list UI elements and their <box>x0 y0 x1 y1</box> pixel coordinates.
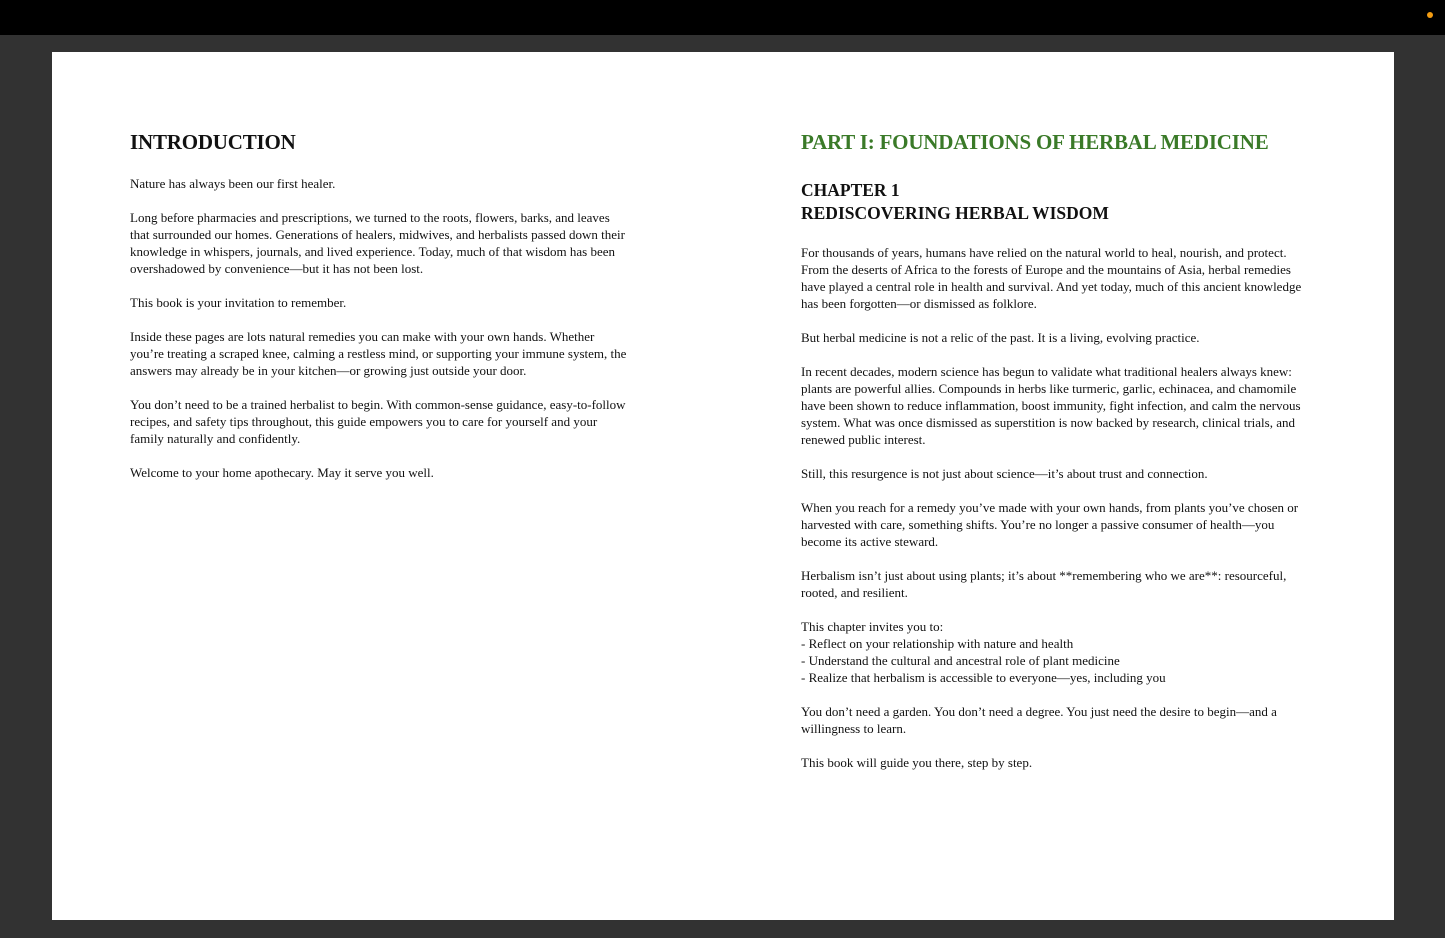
paragraph: When you reach for a remedy you’ve made with your own hands, from plants you’ve chosen or harvested with care, something shifts. You’re no longer a passive consumer of health—you become its active steward. <box>801 500 1299 549</box>
paragraph: This book is your invitation to remember. <box>130 295 347 310</box>
recording-indicator-icon <box>1427 12 1433 18</box>
paragraph: You don’t need a garden. You don’t need a degree. You just need the desire to begin—and a willingness to learn. <box>801 704 1277 736</box>
part-heading: PART I: FOUNDATIONS OF HERBAL MEDICINE <box>801 130 1269 154</box>
paragraph: Inside these pages are lots natural remedies you can make with your own hands. Whether you’re treating a scraped knee, calming a restless mind, or supporting your immune system, the answers may already be in your kitchen—or growing just outside your door. <box>130 329 627 378</box>
left-page <box>130 52 630 481</box>
paragraph: Still, this resurgence is not just about science—it’s about trust and connection. <box>801 466 1208 481</box>
book-spread <box>52 52 1394 920</box>
chapter-list <box>801 618 1316 686</box>
paragraph: You don’t need to be a trained herbalist to begin. With common-sense guidance, easy-to-follow recipes, and safety tips throughout, this guide empowers you to care for yourself and your family naturally and confidently. <box>130 397 626 446</box>
list-item: - Realize that herbalism is accessible to everyone—yes, including you <box>801 670 1166 685</box>
chapter-heading <box>801 179 1316 225</box>
paragraph: This book will guide you there, step by step. <box>801 755 1033 770</box>
paragraph: Welcome to your home apothecary. May it serve you well. <box>130 465 434 480</box>
introduction-heading: INTRODUCTION <box>130 130 296 154</box>
list-item: - Reflect on your relationship with nature and health <box>801 636 1074 651</box>
paragraph: In recent decades, modern science has begun to validate what traditional healers always knew: plants are powerful allies. Compounds in herbs like turmeric, garlic, echinacea, and chamomile have been shown to reduce inflammation, boost immunity, fight infection, and calm the nervous system. What was once dismissed as superstition is now backed by research, clinical trials, and renewed public interest. <box>801 364 1301 447</box>
introduction-body <box>130 175 630 481</box>
window-titlebar <box>0 0 1445 35</box>
list-intro: This chapter invites you to: <box>801 619 944 634</box>
chapter-number: CHAPTER 1 <box>801 180 900 200</box>
paragraph: Nature has always been our first healer. <box>130 176 336 191</box>
right-page <box>801 52 1316 771</box>
paragraph: Long before pharmacies and prescriptions, we turned to the roots, flowers, barks, and leaves that surrounded our homes. Generations of healers, midwives, and herbalists passed down their knowledge in whispers, journals, and lived experience. Today, much of that wisdom has been overshadowed by convenience—but it has not been lost. <box>130 210 625 276</box>
paragraph: Herbalism isn’t just about using plants; it’s about **remembering who we are**: resourceful, rooted, and resilient. <box>801 568 1287 600</box>
chapter-body <box>801 244 1316 771</box>
paragraph: For thousands of years, humans have relied on the natural world to heal, nourish, and protect. From the deserts of Africa to the forests of Europe and the mountains of Asia, herbal remedies have played a central role in health and survival. And yet today, much of this ancient knowledge has been forgotten—or dismissed as folklore. <box>801 245 1302 311</box>
list-item: - Understand the cultural and ancestral role of plant medicine <box>801 653 1120 668</box>
paragraph: But herbal medicine is not a relic of the past. It is a living, evolving practice. <box>801 330 1200 345</box>
chapter-title: REDISCOVERING HERBAL WISDOM <box>801 203 1109 223</box>
